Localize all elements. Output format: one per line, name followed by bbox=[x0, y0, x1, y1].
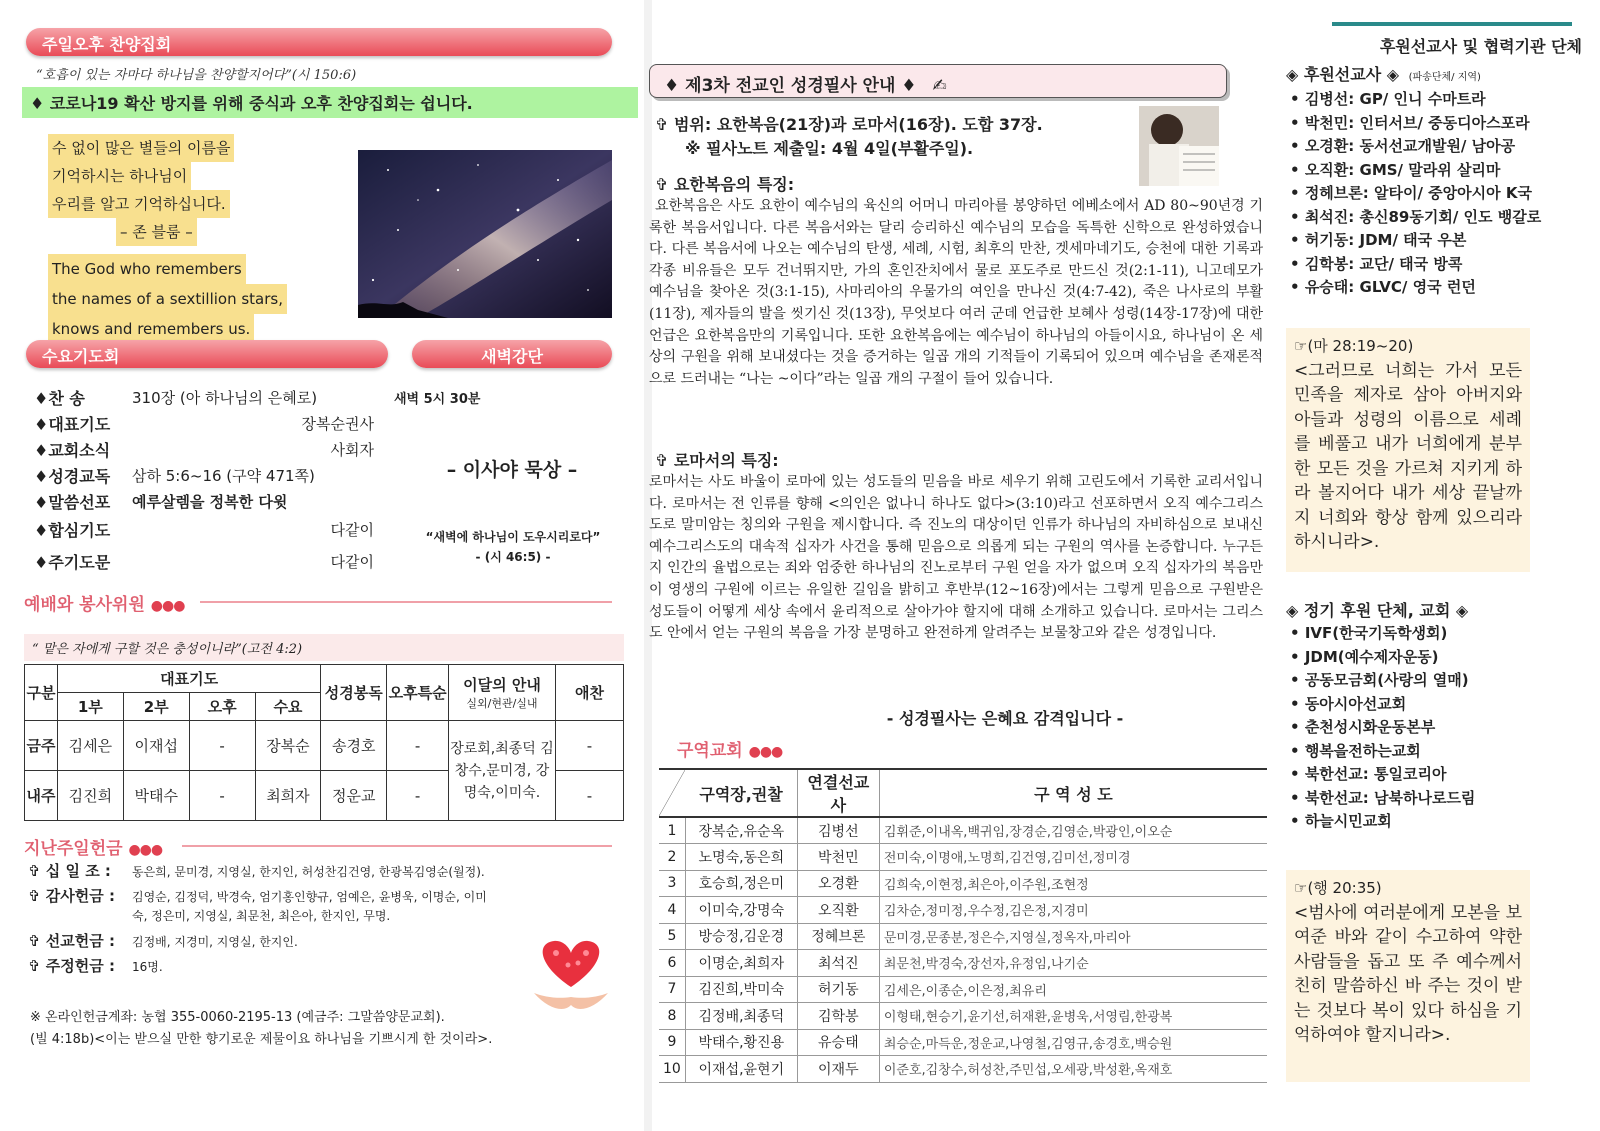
dawn-header: 새벽강단 bbox=[412, 340, 612, 368]
offering-label: ✞ 감사헌금 : bbox=[28, 887, 115, 905]
offering-label: ✞ 선교헌금 : bbox=[28, 932, 115, 950]
corner-cell bbox=[659, 769, 685, 817]
col-choir: 애찬 bbox=[556, 665, 624, 721]
online-account: ※ 온라인헌금계좌: 농협 355-0060-2195-13 (예금주: 그말씀양문교회). bbox=[30, 1010, 445, 1025]
john-text: 요한복음은 사도 요한이 예수님의 육신의 어머니 마리아를 봉양하던 에베소에서 AD 80~90년경 기록한 복음서입니다. 다른 복음서와는 달리 승리하신 예수님의 모습을 독특한 신학으로 완성하였습니다. 다른 복음서에 나오는 예수님의 탄생, 세례, 시험, 최후의 만찬, 겟세마네기도, 승천에 대한 기록과 각종 비유들은 모두 건너뛰지만, 가의 혼인잔치에서 물로 포도주로 만드신 것(2:1-11), 니고데모가 예수님을 찾아온 것(3:1-15), 사마리아의 우물가의 여인을 만나신 것(4:7-42), 죽은 나사로의 부활(11장), 제자들의 발을 씻기신 것(13장), 무엇보다 여러 군데 언급한 보혜사 성령(14장-17장)에 대한 언급은 요한복음만의 기록입니다. 또한 요한복음에는 예수님이 하나님의 아들이시요, 하나님이 온 세상의 구원을 위해 보내셨다는 것을 증거하는 일곱 개의 기적들이 기록되어 있으며 예수님을 존재론적으로 드러내는 “나는 ~이다”라는 일곱 개의 구절이 들어 있습니다. bbox=[649, 198, 1263, 387]
missionary-item: • 허기동: JDM/ 태국 우본 bbox=[1290, 229, 1586, 253]
dawn-preacher: – 이사야 묵상 – bbox=[446, 459, 578, 481]
offering-names: 16명. bbox=[132, 960, 163, 974]
district-members: 김세은,이종순,이은정,최유리 bbox=[879, 976, 1267, 1003]
order-value: 다같이 bbox=[330, 552, 374, 571]
order-value: 사회자 bbox=[330, 440, 374, 459]
order-value: 310장 (아 하나님의 은혜로) bbox=[132, 388, 318, 407]
service-table bbox=[24, 664, 624, 821]
giving-quote bbox=[1286, 870, 1530, 1082]
org-item: • IVF(한국기독학생회) bbox=[1290, 622, 1586, 646]
missionary-item: • 김학봉: 교단/ 태국 방콕 bbox=[1290, 253, 1586, 277]
right-header-rule bbox=[1332, 22, 1572, 26]
col-prayer: 대표기도 bbox=[57, 665, 320, 693]
cell: - bbox=[556, 771, 624, 821]
org-item: • 행복을전하는교회 bbox=[1290, 740, 1586, 764]
offering-names: 김정배, 지경미, 지영실, 한지인. bbox=[132, 935, 298, 949]
col-sub: 수요 bbox=[255, 693, 321, 721]
cell: 김세은 bbox=[57, 721, 123, 771]
romans-title: ✞ 로마서의 특징: bbox=[655, 451, 779, 470]
district-missionary: 오경환 bbox=[797, 870, 879, 897]
row-label: 금주 bbox=[25, 721, 58, 771]
offering-names: 김영순, 김정덕, 박경숙, 엄기홍인향규, 엄예은, 윤병욱, 이명순, 이미숙, 정은미, 지영실, 최문천, 최은아, 한지인, 무명. bbox=[132, 890, 487, 923]
missionary-item: • 오직환: GMS/ 말라위 살리마 bbox=[1290, 159, 1586, 183]
cell: - bbox=[189, 771, 255, 821]
district-leader: 호승희,정은미 bbox=[685, 870, 797, 897]
wednesday-header: 수요기도회 bbox=[26, 340, 388, 368]
john-title: ✞ 요한복음의 특징: bbox=[655, 175, 795, 194]
poem-en-line: the names of a sextillion stars, bbox=[48, 284, 287, 314]
wednesday-order bbox=[34, 384, 374, 578]
offering-label: ✞ 십 일 조 : bbox=[28, 862, 111, 880]
transcription-range: ✞ 범위: 요한복음(21장)과 로마서(16장). 도합 37장. bbox=[655, 115, 1043, 134]
left-column bbox=[22, 0, 640, 1131]
district-missionary: 허기동 bbox=[797, 976, 879, 1003]
transcription-closing: - 성경필사는 은혜요 감격입니다 - bbox=[886, 709, 1124, 728]
district-num: 6 bbox=[659, 950, 685, 977]
missionary-item: • 유승태: GLVC/ 영국 런던 bbox=[1290, 276, 1586, 300]
offering-header: 지난주일헌금 ●●● bbox=[24, 839, 163, 859]
district-missionary: 유승태 bbox=[797, 1029, 879, 1056]
district-members: 김휘준,이내옥,백귀임,장경순,김영순,박광인,이오순 bbox=[879, 817, 1267, 844]
district-members: 최승순,마득운,정운교,나영철,김영규,송경호,백승원 bbox=[879, 1029, 1267, 1056]
missionary-item: • 오경환: 동서선교개발원/ 남아공 bbox=[1290, 135, 1586, 159]
order-label: ♦주기도문 bbox=[34, 552, 111, 572]
cell: 김진희 bbox=[57, 771, 123, 821]
col-bible: 성경봉독 bbox=[321, 665, 387, 721]
district-members: 이준호,김창수,허성찬,주민섭,오세광,박성환,옥재호 bbox=[879, 1056, 1267, 1083]
district-leader: 박태수,황진용 bbox=[685, 1029, 797, 1056]
romans-text: 로마서는 사도 바울이 로마에 있는 성도들의 믿음을 바로 세우기 위해 고린도에서 기록한 교리서입니다. 로마서는 전 인류를 향해 <의인은 없나니 하나도 없다>(3:10)라고 선포하면서 오직 예수그리스도로 말미암는 칭의와 구원을 제시합니다. 즉 진노의 대상이던 인류가 하나님의 자비하심으로 보내신 예수그리스도의 대속적 십자가 사건을 통해 믿음으로 의롭게 되는 구원의 역사를 논증합니다. 누구든지 인간의 율법으로는 죄와 엄중한 하나님의 진노로부터 구원 얻을 자가 없으며 오직 십자가의 복음만이 영생의 구원에 이르는 유일한 길임을 밝히고 후반부(12~16장)에서는 그렇게 믿음으로 구원받은 성도들이 어떻게 세상 속에서 윤리적으로 살아가야 할지에 대해 소개하고 있습니다. 로마서는 그리스도 안에서 얻는 구원의 복음을 가장 분명하고 완전하게 알려주는 보물창고와 같은 성경입니다. bbox=[649, 474, 1263, 642]
poem bbox=[48, 134, 287, 344]
district-missionary: 박천민 bbox=[797, 844, 879, 871]
district-missionary: 오직환 bbox=[797, 897, 879, 924]
district-num: 1 bbox=[659, 817, 685, 844]
middle-column bbox=[649, 0, 1290, 1131]
order-label: ♦찬 송 bbox=[34, 388, 85, 408]
col-leader: 구역장,권찰 bbox=[685, 769, 797, 817]
right-column bbox=[1286, 0, 1585, 1131]
district-leader: 이미숙,강명숙 bbox=[685, 897, 797, 924]
org-item: • 춘천성시화운동본부 bbox=[1290, 716, 1586, 740]
dawn-verse-ref: - (시 46:5) - bbox=[475, 550, 551, 564]
district-num: 2 bbox=[659, 844, 685, 871]
district-missionary: 김병선 bbox=[797, 817, 879, 844]
district-leader: 노명숙,동은희 bbox=[685, 844, 797, 871]
cell: 이재섭 bbox=[123, 721, 189, 771]
district-table bbox=[659, 768, 1267, 1083]
poem-line: 기억하시는 하나님이 bbox=[48, 162, 191, 190]
missionary-item: • 정헤브론: 알타이/ 중앙아시아 K국 bbox=[1290, 182, 1586, 206]
district-members: 김차순,정미정,우수정,김은정,지경미 bbox=[879, 897, 1267, 924]
missionary-item: • 김병선: GP/ 인니 수마트라 bbox=[1290, 88, 1586, 112]
district-num: 3 bbox=[659, 870, 685, 897]
order-label: ♦말씀선포 bbox=[34, 492, 111, 512]
transcription-deadline: ※ 필사노트 제출일: 4월 4일(부활주일). bbox=[685, 139, 974, 158]
guide-cell: 장로회,최종덕 김창수,문미경, 강명숙,이미숙. bbox=[448, 721, 555, 821]
org-item: • 북한선교: 통일코리아 bbox=[1290, 763, 1586, 787]
service-verse: “ 맡은 자에게 구할 것은 충성이니라”(고전 4:2) bbox=[24, 634, 624, 661]
district-members: 최문천,박경숙,장선자,유정임,나기순 bbox=[879, 950, 1267, 977]
afternoon-header: 주일오후 찬양집회 bbox=[26, 28, 612, 56]
cell: 장복순 bbox=[255, 721, 321, 771]
district-members: 전미숙,이명애,노명희,김건영,김미선,정미경 bbox=[879, 844, 1267, 871]
missionary-list bbox=[1290, 88, 1586, 300]
transcription-title: ♦ 제3차 전교인 성경필사 안내 ♦ bbox=[664, 76, 917, 96]
milky-way-photo bbox=[358, 150, 612, 318]
district-leader: 이명순,최희자 bbox=[685, 950, 797, 977]
district-num: 5 bbox=[659, 923, 685, 950]
quote-text: <그러므로 너희는 가서 모든 민족을 제자로 삼아 아버지와 아들과 성령의 이름으로 세례를 베풀고 내가 너희에게 분부한 모든 것을 가르쳐 지키게 하라 볼지어다 내가 세상 끝날까지 너희와 항상 함께 있으리라 하시니라>. bbox=[1294, 360, 1522, 552]
writing-photo bbox=[1139, 106, 1219, 186]
district-num: 9 bbox=[659, 1029, 685, 1056]
poem-line: 수 없이 많은 별들의 이름을 bbox=[48, 134, 234, 162]
district-num: 7 bbox=[659, 976, 685, 1003]
org-list bbox=[1290, 622, 1586, 834]
offering-rule bbox=[182, 845, 612, 847]
org-item: • 공동모금회(사랑의 열매) bbox=[1290, 669, 1586, 693]
col-guide: 이달의 안내 실외/현관/실내 bbox=[448, 665, 555, 721]
poem-en-line: The God who remembers bbox=[48, 254, 246, 284]
row-label: 내주 bbox=[25, 771, 58, 821]
district-missionary: 정혜브론 bbox=[797, 923, 879, 950]
missionary-item: • 최석진: 총신89동기회/ 인도 뱅갈로 bbox=[1290, 206, 1586, 230]
district-missionary: 최석진 bbox=[797, 950, 879, 977]
order-label: ♦대표기도 bbox=[34, 414, 111, 434]
offering-label: ✞ 주정헌금 : bbox=[28, 957, 115, 975]
order-label: ♦성경교독 bbox=[34, 466, 111, 486]
cell: - bbox=[189, 721, 255, 771]
order-label: ♦합심기도 bbox=[34, 520, 111, 540]
transcription-title-box bbox=[649, 64, 1227, 98]
order-value: 삼하 5:6~16 (구약 471쪽) bbox=[132, 466, 315, 485]
col-sub: 2부 bbox=[123, 693, 189, 721]
district-leader: 김진희,박미숙 bbox=[685, 976, 797, 1003]
district-missionary: 김학봉 bbox=[797, 1003, 879, 1030]
col-members: 구 역 성 도 bbox=[879, 769, 1267, 817]
district-num: 8 bbox=[659, 1003, 685, 1030]
order-value: 예루살렘을 정복한 다윗 bbox=[132, 492, 288, 511]
offering-names: 동은희, 문미경, 지영실, 한지인, 허성찬김건영, 한광복김영순(월정). bbox=[132, 865, 485, 879]
cell: 정운교 bbox=[321, 771, 387, 821]
offering-verse: (빌 4:18b)<이는 받으실 만한 향기로운 제물이요 하나님을 기쁘시게 한 것이라>. bbox=[30, 1032, 493, 1047]
district-leader: 김정배,최종덕 bbox=[685, 1003, 797, 1030]
covid-notice: ♦ 코로나19 확산 방지를 위해 중식과 오후 찬양집회는 쉽니다. bbox=[22, 87, 638, 118]
poem-line: 우리를 알고 기억하십니다. bbox=[48, 190, 230, 218]
cell: - bbox=[387, 771, 449, 821]
district-missionary: 이재두 bbox=[797, 1056, 879, 1083]
district-leader: 방승정,김운경 bbox=[685, 923, 797, 950]
pen-icon: ✍ bbox=[932, 76, 947, 96]
col-sub: 오후 bbox=[189, 693, 255, 721]
org-item: • JDM(예수제자운동) bbox=[1290, 646, 1586, 670]
district-leader: 이재섭,윤현기 bbox=[685, 1056, 797, 1083]
missionary-title-row bbox=[1286, 62, 1481, 85]
district-members: 이형태,현승기,윤기선,허재환,윤병욱,서영림,한광복 bbox=[879, 1003, 1267, 1030]
district-num: 10 bbox=[659, 1056, 685, 1083]
org-title: ◈ 정기 후원 단체, 교회 ◈ bbox=[1286, 601, 1469, 620]
col-missionary: 연결선교사 bbox=[797, 769, 879, 817]
order-value: 다같이 bbox=[330, 520, 374, 539]
district-members: 김희숙,이현정,최은아,이주원,조현정 bbox=[879, 870, 1267, 897]
district-num: 4 bbox=[659, 897, 685, 924]
org-item: • 북한선교: 남북하나로드림 bbox=[1290, 787, 1586, 811]
cell: 박태수 bbox=[123, 771, 189, 821]
service-rule bbox=[200, 601, 612, 603]
poem-en-line: knows and remembers us. bbox=[48, 314, 254, 344]
right-header: 후원선교사 및 협력기관 단체 bbox=[1379, 37, 1582, 56]
order-label: ♦교회소식 bbox=[34, 440, 111, 460]
cell: - bbox=[387, 721, 449, 771]
afternoon-verse: “호흡이 있는 자마다 하나님을 찬양할지어다”(시 150:6) bbox=[36, 68, 357, 83]
missionary-item: • 박천민: 인터서브/ 중동디아스포라 bbox=[1290, 112, 1586, 136]
district-leader: 장복순,유순옥 bbox=[685, 817, 797, 844]
missionary-title: ◈ 후원선교사 ◈ bbox=[1286, 65, 1400, 84]
missionary-sub: (파송단체/ 지역) bbox=[1408, 72, 1481, 83]
col-sub: 1부 bbox=[57, 693, 123, 721]
district-header: 구역교회 ●●● bbox=[677, 741, 783, 761]
quote-ref: ☞(행 20:35) bbox=[1294, 879, 1382, 897]
org-item: • 동아시아선교회 bbox=[1290, 693, 1586, 717]
dawn-time: 새벽 5시 30분 bbox=[394, 392, 481, 407]
heart-hands-image bbox=[528, 935, 614, 1015]
offering-list bbox=[28, 860, 608, 976]
cell: 최희자 bbox=[255, 771, 321, 821]
quote-text: <범사에 여러분에게 모본을 보여준 바와 같이 수고하여 약한 사람들을 돕고 또 주 예수께서 친히 말씀하신 바 주는 것이 받는 것보다 복이 있다 하심을 기억하여야 할지니라>. bbox=[1294, 902, 1522, 1045]
col-group: 구분 bbox=[25, 665, 58, 721]
col-pm: 오후특순 bbox=[387, 665, 449, 721]
cell: 송경호 bbox=[321, 721, 387, 771]
great-commission-quote bbox=[1286, 328, 1530, 572]
service-header: 예배와 봉사위원 ●●● bbox=[24, 595, 185, 615]
quote-ref: ☞(마 28:19~20) bbox=[1294, 337, 1414, 355]
order-value: 장복순권사 bbox=[301, 414, 374, 433]
poem-author: – 존 블룸 – bbox=[116, 218, 197, 246]
district-members: 문미경,문종분,정은수,지영실,정옥자,마리아 bbox=[879, 923, 1267, 950]
org-item: • 하늘시민교회 bbox=[1290, 810, 1586, 834]
cell: - bbox=[556, 721, 624, 771]
dawn-verse: “새벽에 하나님이 도우시리로다” bbox=[425, 530, 601, 544]
